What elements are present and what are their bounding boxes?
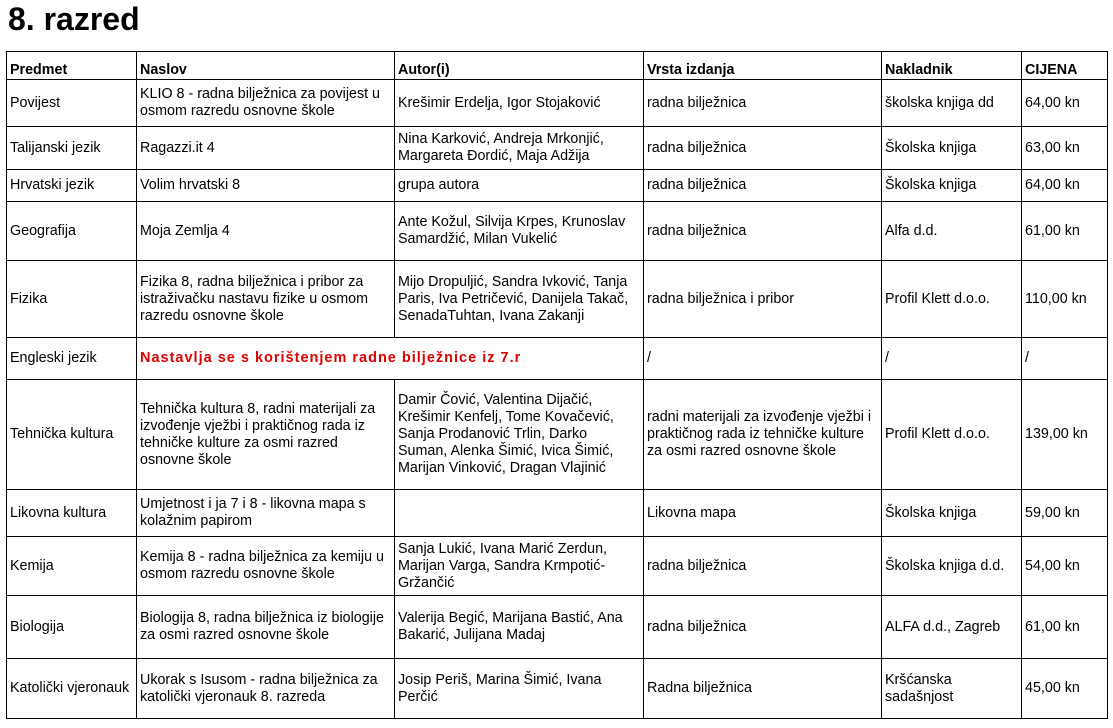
cell-vrsta: radna bilježnica <box>644 202 882 261</box>
cell-nakladnik: / <box>882 338 1022 380</box>
cell-nakladnik: Profil Klett d.o.o. <box>882 380 1022 490</box>
cell-vrsta: / <box>644 338 882 380</box>
cell-predmet: Geografija <box>7 202 137 261</box>
cell-autori: grupa autora <box>395 170 644 202</box>
cell-vrsta: radna bilježnica <box>644 596 882 659</box>
header-autori: Autor(i) <box>395 52 644 80</box>
cell-naslov: Biologija 8, radna bilježnica iz biologije za osmi razred osnovne škole <box>137 596 395 659</box>
cell-autori: Ante Kožul, Silvija Krpes, Krunoslav Samardžić, Milan Vukelić <box>395 202 644 261</box>
cell-cijena: 110,00 kn <box>1022 261 1108 338</box>
table-row <box>7 127 1108 170</box>
table-row <box>7 490 1108 537</box>
cell-nakladnik: Školska knjiga <box>882 127 1022 170</box>
cell-autori <box>395 490 644 537</box>
cell-vrsta: radna bilježnica <box>644 127 882 170</box>
header-nakladnik: Nakladnik <box>882 52 1022 80</box>
cell-predmet: Fizika <box>7 261 137 338</box>
cell-predmet: Engleski jezik <box>7 338 137 380</box>
table-row <box>7 596 1108 659</box>
cell-nakladnik: školska knjiga dd <box>882 80 1022 127</box>
cell-nakladnik: Školska knjiga <box>882 490 1022 537</box>
cell-notice <box>137 338 644 380</box>
cell-vrsta: radna bilježnica <box>644 80 882 127</box>
cell-naslov: KLIO 8 - radna bilježnica za povijest u osmom razredu osnovne škole <box>137 80 395 127</box>
table-row <box>7 380 1108 490</box>
header-vrsta-izdanja: Vrsta izdanja <box>644 52 882 80</box>
table-row <box>7 338 1108 380</box>
cell-predmet: Tehnička kultura <box>7 380 137 490</box>
cell-naslov: Volim hrvatski 8 <box>137 170 395 202</box>
cell-predmet: Hrvatski jezik <box>7 170 137 202</box>
cell-nakladnik: Školska knjiga d.d. <box>882 537 1022 596</box>
cell-predmet: Povijest <box>7 80 137 127</box>
cell-predmet: Likovna kultura <box>7 490 137 537</box>
cell-cijena: 45,00 kn <box>1022 659 1108 719</box>
textbook-table <box>6 51 1108 719</box>
page-title: 8. razred <box>8 1 140 37</box>
cell-naslov: Fizika 8, radna bilježnica i pribor za istraživačku nastavu fizike u osmom razredu osnovne škole <box>137 261 395 338</box>
cell-cijena: 54,00 kn <box>1022 537 1108 596</box>
cell-autori: Damir Čović, Valentina Dijačić, Krešimir Kenfelj, Tome Kovačević, Sanja Prodanović Trlin, Darko Suman, Alenka Šimić, Ivica Šimić, Marijan Vinković, Dragan Vlajinić <box>395 380 644 490</box>
cell-cijena: 139,00 kn <box>1022 380 1108 490</box>
cell-nakladnik: Profil Klett d.o.o. <box>882 261 1022 338</box>
cell-vrsta: Likovna mapa <box>644 490 882 537</box>
cell-nakladnik: ALFA d.d., Zagreb <box>882 596 1022 659</box>
cell-predmet: Kemija <box>7 537 137 596</box>
cell-naslov: Kemija 8 - radna bilježnica za kemiju u osmom razredu osnovne škole <box>137 537 395 596</box>
header-naslov: Naslov <box>137 52 395 80</box>
cell-nakladnik: Alfa d.d. <box>882 202 1022 261</box>
cell-autori: Josip Periš, Marina Šimić, Ivana Perčić <box>395 659 644 719</box>
table-row <box>7 170 1108 202</box>
cell-vrsta: radna bilježnica <box>644 537 882 596</box>
table-row <box>7 261 1108 338</box>
cell-naslov: Umjetnost i ja 7 i 8 - likovna mapa s kolažnim papirom <box>137 490 395 537</box>
cell-cijena: / <box>1022 338 1108 380</box>
header-predmet: Predmet <box>7 52 137 80</box>
cell-nakladnik: Školska knjiga <box>882 170 1022 202</box>
notice-text: Nastavlja se s korištenjem radne bilježnice iz 7.r <box>140 350 522 366</box>
cell-cijena: 64,00 kn <box>1022 80 1108 127</box>
cell-vrsta: radna bilježnica <box>644 170 882 202</box>
cell-vrsta: radni materijali za izvođenje vježbi i praktičnog rada iz tehničke kulture za osmi razred osnovne škole <box>644 380 882 490</box>
cell-vrsta: radna bilježnica i pribor <box>644 261 882 338</box>
cell-naslov: Ukorak s Isusom - radna bilježnica za katolički vjeronauk 8. razreda <box>137 659 395 719</box>
cell-predmet: Biologija <box>7 596 137 659</box>
table-row <box>7 202 1108 261</box>
table-header-row <box>7 52 1108 80</box>
table-row <box>7 80 1108 127</box>
cell-naslov: Moja Zemlja 4 <box>137 202 395 261</box>
cell-cijena: 61,00 kn <box>1022 202 1108 261</box>
cell-naslov: Ragazzi.it 4 <box>137 127 395 170</box>
cell-autori: Valerija Begić, Marijana Bastić, Ana Bakarić, Julijana Madaj <box>395 596 644 659</box>
table-row <box>7 537 1108 596</box>
cell-cijena: 61,00 kn <box>1022 596 1108 659</box>
cell-vrsta: Radna bilježnica <box>644 659 882 719</box>
header-cijena: CIJENA <box>1022 52 1108 80</box>
cell-cijena: 64,00 kn <box>1022 170 1108 202</box>
cell-predmet: Katolički vjeronauk <box>7 659 137 719</box>
table-row <box>7 659 1108 719</box>
cell-autori: Nina Karković, Andreja Mrkonjić, Margareta Đordić, Maja Adžija <box>395 127 644 170</box>
cell-cijena: 59,00 kn <box>1022 490 1108 537</box>
cell-autori: Sanja Lukić, Ivana Marić Zerdun, Marijan Varga, Sandra Krmpotić-Gržančić <box>395 537 644 596</box>
cell-predmet: Talijanski jezik <box>7 127 137 170</box>
cell-nakladnik: Kršćanska sadašnjost <box>882 659 1022 719</box>
cell-autori: Krešimir Erdelja, Igor Stojaković <box>395 80 644 127</box>
cell-cijena: 63,00 kn <box>1022 127 1108 170</box>
cell-autori: Mijo Dropuljić, Sandra Ivković, Tanja Paris, Iva Petričević, Danijela Takač, SenadaTuhtan, Ivana Zakanji <box>395 261 644 338</box>
cell-naslov: Tehnička kultura 8, radni materijali za izvođenje vježbi i praktičnog rada iz tehničke kulture za osmi razred osnovne škole <box>137 380 395 490</box>
